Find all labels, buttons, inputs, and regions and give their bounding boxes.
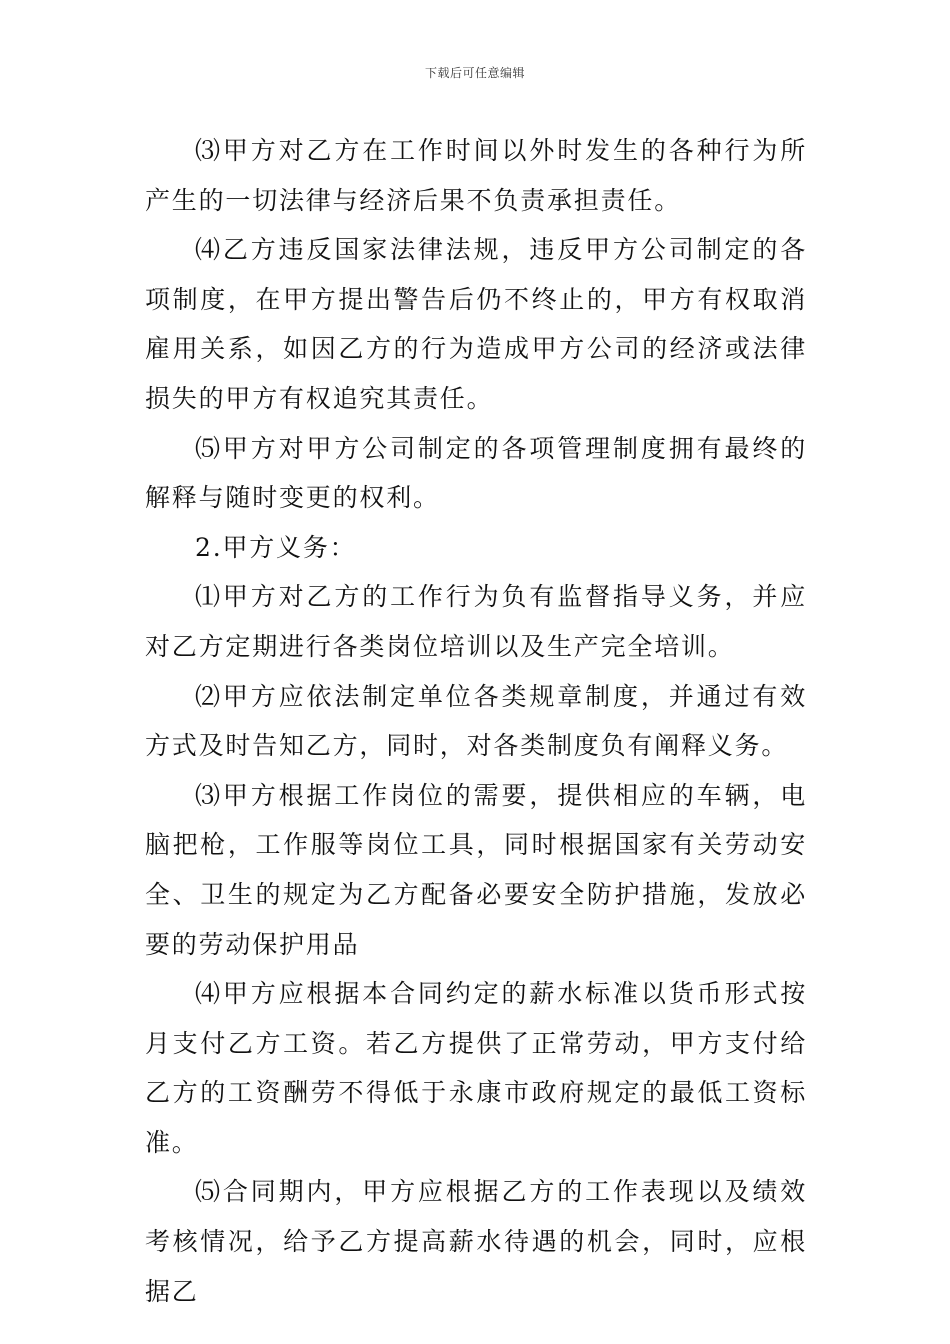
paragraph-obligation-1-training: ⑴甲方对乙方的工作行为负有监督指导义务，并应对乙方定期进行各类岗位培训以及生产完全培训。 xyxy=(145,582,807,661)
paragraph-item-4-violation: ⑷乙方违反国家法律法规，违反甲方公司制定的各项制度，在甲方提出警告后仍不终止的，甲方有权取消雇用关系，如因乙方的行为造成甲方公司的经济或法律损失的甲方有权追究其责任。 xyxy=(145,235,807,413)
paragraph-obligation-2-rules: ⑵甲方应依法制定单位各类规章制度，并通过有效方式及时告知乙方，同时，对各类制度负有阐释义务。 xyxy=(145,681,807,761)
page-header: 下载后可任意编辑 xyxy=(424,66,525,80)
paragraph-obligation-5-promotion: ⑸合同期内，甲方应根据乙方的工作表现以及绩效考核情况，给予乙方提高薪水待遇的机会，同时，应根据乙 xyxy=(145,1177,807,1306)
paragraph-obligation-3-equipment: ⑶甲方根据工作岗位的需要，提供相应的车辆，电脑把枪，工作服等岗位工具，同时根据国家有关劳动安全、卫生的规定为乙方配备必要安全防护措施，发放必要的劳动保护用品 xyxy=(145,780,807,959)
section-heading-party-a-obligations: 2.甲方义务： xyxy=(195,532,357,562)
paragraph-item-3-liability: ⑶甲方对乙方在工作时间以外时发生的各种行为所产生的一切法律与经济后果不负责承担责任。 xyxy=(145,136,807,215)
document-body xyxy=(145,126,807,1316)
paragraph-obligation-4-wages: ⑷甲方应根据本合同约定的薪水标准以货币形式按月支付乙方工资。若乙方提供了正常劳动，甲方支付给乙方的工资酬劳不得低于永康市政府规定的最低工资标准。 xyxy=(145,979,807,1157)
paragraph-item-5-interpretation: ⑸甲方对甲方公司制定的各项管理制度拥有最终的解释与随时变更的权利。 xyxy=(145,433,807,513)
